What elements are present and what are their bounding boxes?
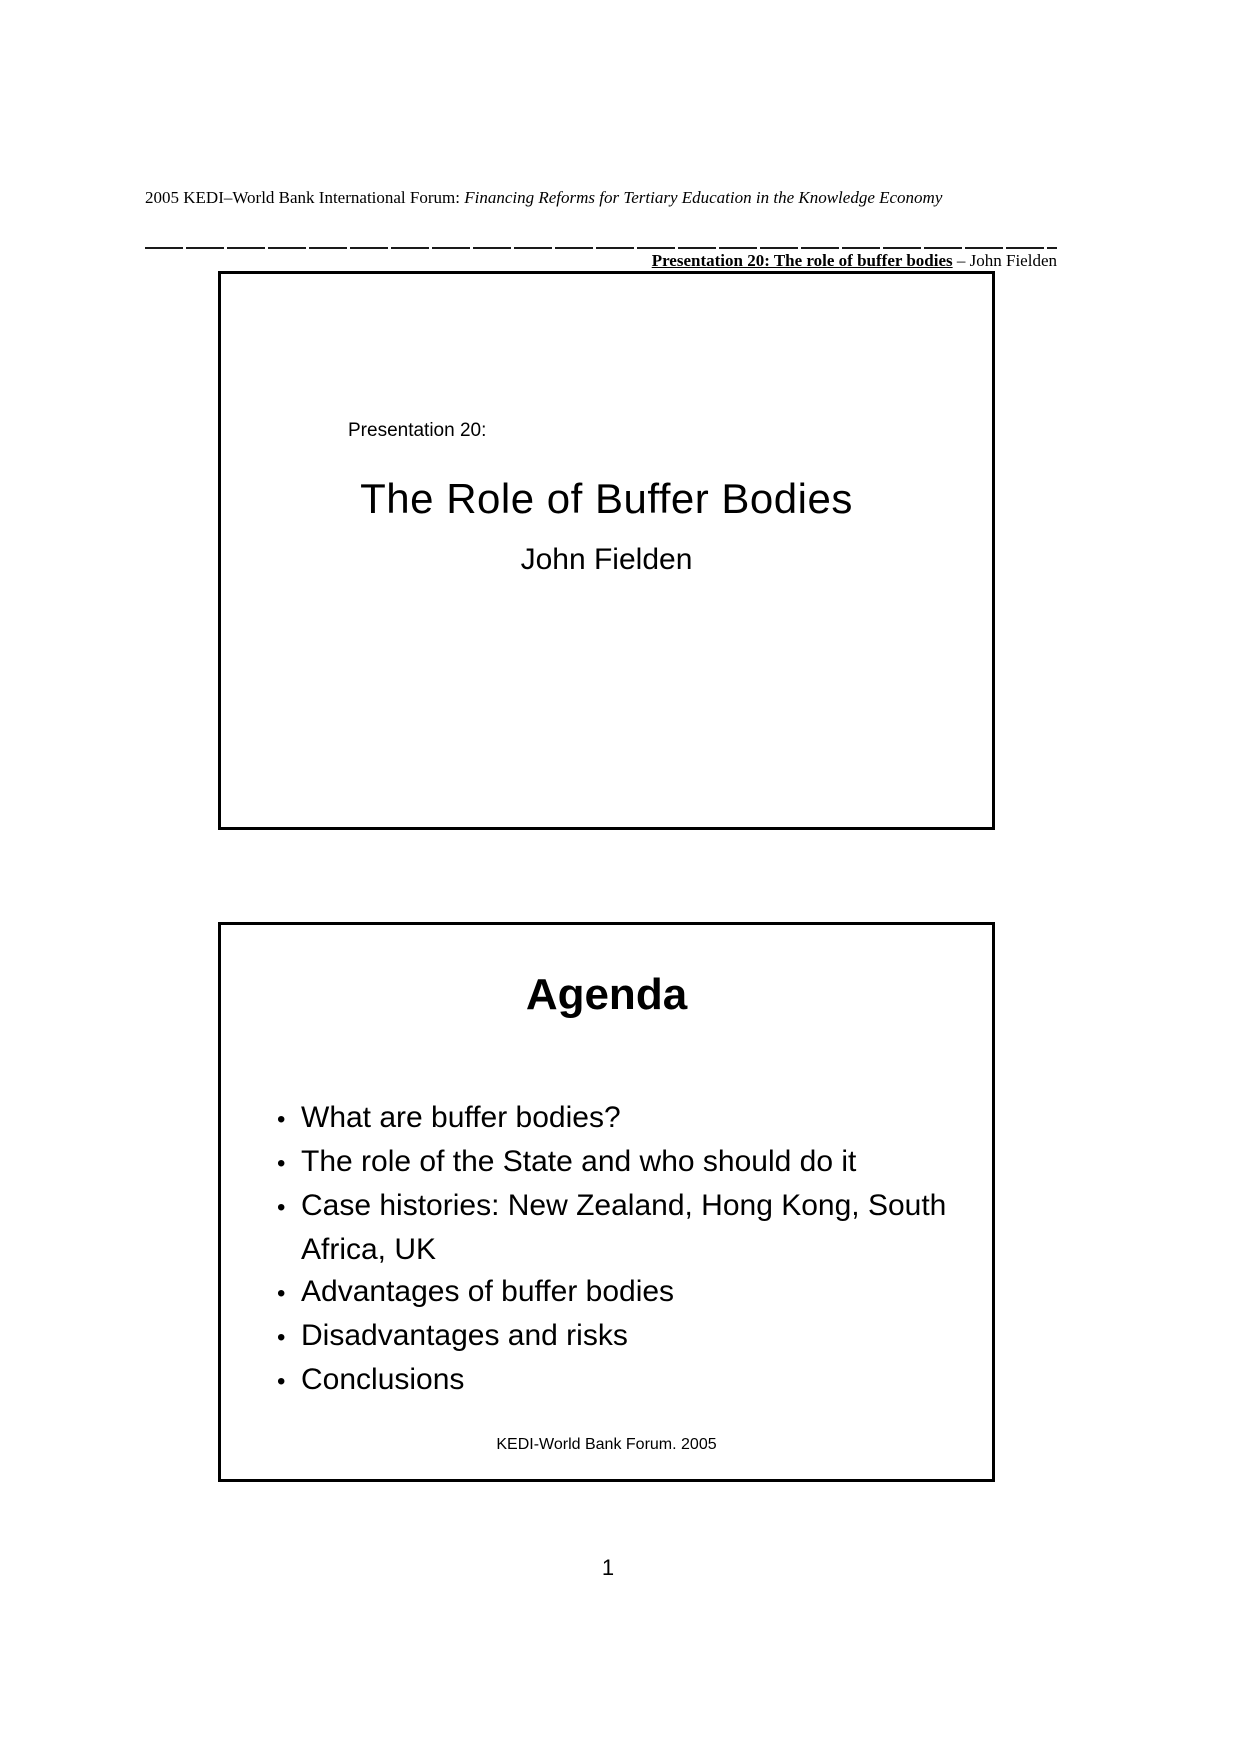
slide1-title: The Role of Buffer Bodies [360, 475, 853, 522]
running-title-main: Presentation 20: The role of buffer bodies [651, 251, 953, 270]
running-title-author: – John Fielden [952, 251, 1057, 270]
agenda-item: • The role of the State and who should do it [277, 1141, 961, 1185]
page-number: 1 [601, 1555, 615, 1580]
document-header [145, 188, 1057, 208]
slide-2-agenda-slide [218, 922, 995, 1482]
slide1-kicker: Presentation 20: [348, 420, 487, 441]
agenda-item: • Case histories: New Zealand, Hong Kong, South Africa, UK [277, 1185, 961, 1271]
forum-title: 2005 KEDI–World Bank International Forum: [145, 188, 460, 207]
slide2-footer: KEDI-World Bank Forum. 2005 [496, 1436, 717, 1453]
slide-1-title-slide [218, 271, 995, 830]
header-divider-line [145, 247, 1057, 249]
agenda-bullet-list [277, 1097, 961, 1403]
running-title [145, 251, 1057, 271]
agenda-item: • What are buffer bodies? [277, 1097, 961, 1141]
slide2-title: Agenda [525, 970, 688, 1019]
forum-subtitle: Financing Reforms for Tertiary Education in the Knowledge Economy [459, 188, 943, 207]
slide1-author: John Fielden [520, 543, 693, 576]
agenda-item: • Advantages of buffer bodies [277, 1271, 961, 1315]
agenda-item: • Conclusions [277, 1359, 961, 1403]
agenda-item: • Disadvantages and risks [277, 1315, 961, 1359]
